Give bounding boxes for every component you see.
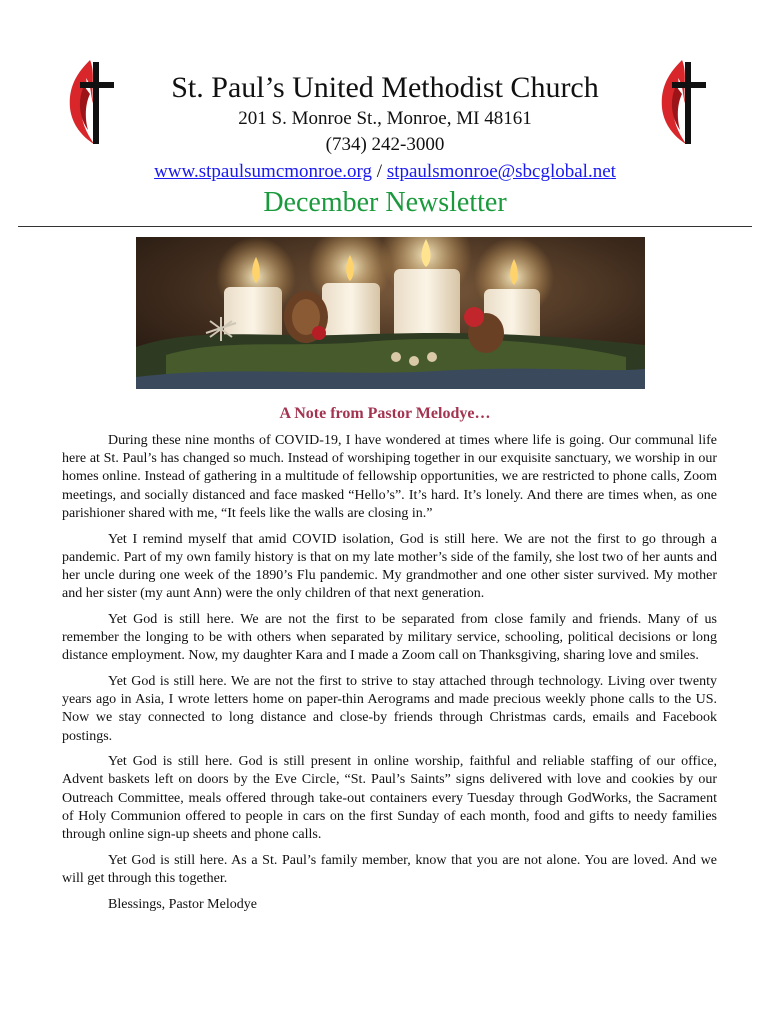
newsletter-title: December Newsletter bbox=[263, 187, 507, 218]
church-name: St. Paul’s United Methodist Church bbox=[171, 71, 599, 104]
header-divider bbox=[18, 226, 752, 227]
note-paragraph: Yet God is still here. We are not the first to strive to stay attached through technology. Living over twenty years ago in Asia, I wrote letters home on paper-thin Aerograms and made precious weekly phone calls to the US. Now we stay connected to long distance and close-by friends through Christmas cards, emails and Facebook postings. bbox=[62, 673, 717, 744]
note-signature: Blessings, Pastor Melodye bbox=[108, 896, 257, 912]
advent-candles-photo bbox=[136, 237, 645, 389]
note-title: A Note from Pastor Melodye… bbox=[279, 405, 491, 422]
masthead bbox=[0, 70, 770, 220]
church-phone: (734) 242-3000 bbox=[325, 134, 445, 155]
email-link[interactable]: stpaulsmonroe@sbcglobal.net bbox=[386, 161, 616, 182]
note-paragraph: Yet I remind myself that amid COVID isolation, God is still here. We are not the first to go through a pandemic. Part of my own family history is that on my late mother’s side of the family, she lost two of her aunts and her uncle during one week of the 1890’s Flu pandemic. My grandmother and one other sister survived. My mother and her sister (my aunt Ann) were the only children of that next generation. bbox=[62, 531, 717, 602]
link-separator: / bbox=[376, 161, 383, 182]
note-paragraph: During these nine months of COVID-19, I have wondered at times where life is going. Our communal life here at St. Paul’s has changed so much. Instead of worshiping together in our exquisite sanctuary, we worship in our homes online. Instead of gathering in a multitude of fellowship opportunities, we are restricted to phone calls, Zoom meetings, and socially distanced and face masked “Hello’s”. It’s hard. It’s lonely. And there are times when, as one parishioner shared with me, “It feels like the walls are closing in.” bbox=[62, 433, 717, 521]
note-paragraph: Yet God is still here. As a St. Paul’s family member, know that you are not alone. You are loved. And we will get through this together. bbox=[62, 852, 717, 886]
pastor-note bbox=[62, 432, 717, 921]
website-link[interactable]: www.stpaulsumcmonroe.org bbox=[154, 161, 373, 182]
note-paragraph: Yet God is still here. We are not the first to be separated from close family and friends. Many of us remember the longing to be with others when separated by military service, schooling, political decisions or long distance employment. Now, my daughter Kara and I made a Zoom call on Thanksgiving, sharing love and smiles. bbox=[62, 611, 717, 664]
church-address: 201 S. Monroe St., Monroe, MI 48161 bbox=[238, 108, 532, 129]
note-paragraph: Yet God is still here. God is still present in online worship, faithful and reliable staffing of our office, Advent baskets left on doors by the Eve Circle, “St. Paul’s Saints” signs delivered with love and cookies by our Outreach Committee, meals offered through take-out containers every Tuesday through GodWorks, the Sacrament of Holy Communion offered to people in cars on the first Sunday of each month, food and gifts to needy families through online sign-up sheets and phone calls. bbox=[62, 754, 717, 843]
contact-links bbox=[0, 158, 770, 186]
